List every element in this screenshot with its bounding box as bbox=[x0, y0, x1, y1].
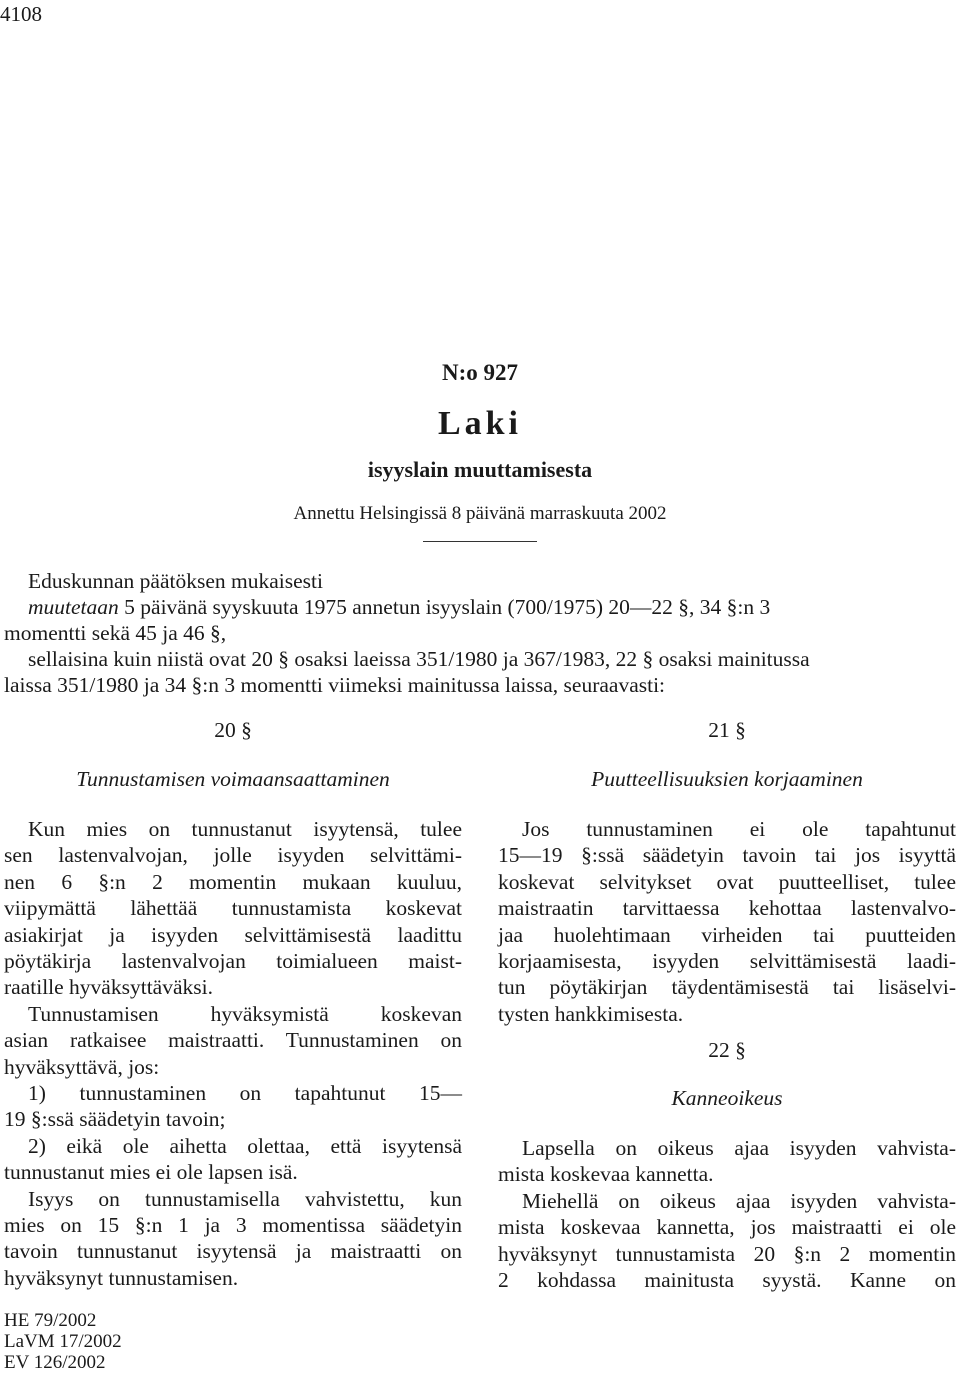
body-line: hyväksynyt tunnustamista 20 §:n 2 momentin bbox=[498, 1241, 956, 1266]
body-line: Tunnustamisen hyväksymistä koskevan bbox=[28, 1001, 462, 1026]
section-21-heading: Puutteellisuuksien korjaaminen bbox=[591, 767, 863, 791]
body-line: nen 6 §:n 2 momentin mukaan kuuluu, bbox=[4, 869, 462, 894]
section-22-heading: Kanneoikeus bbox=[671, 1086, 783, 1110]
intro-line-2 bbox=[28, 594, 956, 621]
body-line: raatille hyväksyttäväksi. bbox=[4, 975, 213, 1000]
body-line: pöytäkirja lastenvalvojan toimialueen maist- bbox=[4, 949, 462, 973]
body-line: asian ratkaisee maistraatti. Tunnustaminen on bbox=[4, 1028, 462, 1053]
body-line: korjaamisesta, isyyden selvittämisestä laadi- bbox=[498, 949, 956, 973]
body-line: tysten hankkimisesta. bbox=[498, 1001, 684, 1026]
document-title: isyyslain muuttamisesta bbox=[367, 457, 593, 482]
body-line: maistraatin tarvittaessa kehottaa lastenvalvo- bbox=[498, 896, 956, 921]
body-line: Jos tunnustaminen ei ole tapahtunut bbox=[522, 817, 956, 841]
body-line: sen lastenvalvojan, jolle isyyden selvittämi- bbox=[4, 843, 462, 868]
footnote-line: HE 79/2002 bbox=[4, 1310, 97, 1331]
body-line: tunnustanut mies ei ole lapsen isä. bbox=[4, 1160, 298, 1185]
body-line: 2 kohdassa mainitusta syystä. Kanne on bbox=[498, 1268, 956, 1292]
body-line: Isyys on tunnustamisella vahvistettu, kun bbox=[28, 1186, 462, 1211]
footnote-line: LaVM 17/2002 bbox=[4, 1331, 122, 1352]
intro-italic-word: muutetaan bbox=[28, 595, 119, 619]
body-line: tun pöytäkirjan täydentämisestä tai lisäselvi- bbox=[498, 975, 956, 1000]
body-line: mista koskevaa kannetta, jos maistraatti ei ole bbox=[498, 1215, 956, 1240]
section-20-heading: Tunnustamisen voimaansaattaminen bbox=[76, 767, 390, 791]
body-line: viipymättä lähettää tunnustamista koskevat bbox=[4, 896, 462, 921]
header-divider bbox=[423, 541, 537, 542]
body-line: jaa huolehtimaan virheiden tai puutteiden bbox=[498, 922, 956, 947]
page-number: 4108 bbox=[0, 2, 42, 26]
body-line: hyväksyttävä, jos: bbox=[4, 1054, 160, 1079]
footnote bbox=[4, 1310, 122, 1373]
intro-line-3: momentti sekä 45 ja 46 §, bbox=[4, 621, 227, 645]
intro-line-5: laissa 351/1980 ja 34 §:n 3 momentti viimeksi mainitussa laissa, seuraavasti: bbox=[4, 673, 666, 697]
body-line: asiakirjat ja isyyden selvittämisestä laadittu bbox=[4, 922, 462, 947]
section-22-number: 22 § bbox=[708, 1038, 746, 1062]
section-20-number: 20 § bbox=[214, 718, 252, 742]
body-line: tavoin tunnustanut isyytensä ja maistraatti on bbox=[4, 1239, 462, 1264]
body-line: Lapsella on oikeus ajaa isyyden vahvista- bbox=[522, 1136, 956, 1160]
body-line: mista koskevaa kannetta. bbox=[498, 1162, 714, 1187]
footnote-line: EV 126/2002 bbox=[4, 1352, 106, 1373]
intro-line-4: sellaisina kuin niistä ovat 20 § osaksi laeissa 351/1980 ja 367/1983, 22 § osaksi mainitussa bbox=[28, 647, 810, 671]
body-line: 15—19 §:ssä säädetyin tavoin tai jos isyyttä bbox=[498, 843, 956, 868]
body-line: 2) eikä ole aihetta olettaa, että isyytensä bbox=[28, 1133, 462, 1158]
statute-number: N:o 927 bbox=[441, 360, 519, 385]
given-date: Annettu Helsingissä 8 päivänä marraskuuta 2002 bbox=[293, 503, 667, 524]
intro-line-2-text: 5 päivänä syyskuuta 1975 annetun isyyslain (700/1975) 20—22 §, 34 §:n 3 bbox=[118, 595, 771, 619]
intro-line-1: Eduskunnan päätöksen mukaisesti bbox=[28, 569, 323, 593]
body-line: 19 §:ssä säädetyin tavoin; bbox=[4, 1107, 226, 1132]
document-type: Laki bbox=[437, 405, 523, 442]
body-line: hyväksynyt tunnustamisen. bbox=[4, 1265, 239, 1290]
body-line: koskevat selvitykset ovat puutteelliset, tulee bbox=[498, 869, 956, 894]
body-line: 1) tunnustaminen on tapahtunut 15— bbox=[28, 1081, 462, 1105]
body-line: Miehellä on oikeus ajaa isyyden vahvista- bbox=[522, 1188, 956, 1213]
body-line: Kun mies on tunnustanut isyytensä, tulee bbox=[28, 817, 462, 841]
body-line: mies on 15 §:n 1 ja 3 momentissa säädetyin bbox=[4, 1213, 462, 1237]
section-21-number: 21 § bbox=[708, 718, 746, 742]
